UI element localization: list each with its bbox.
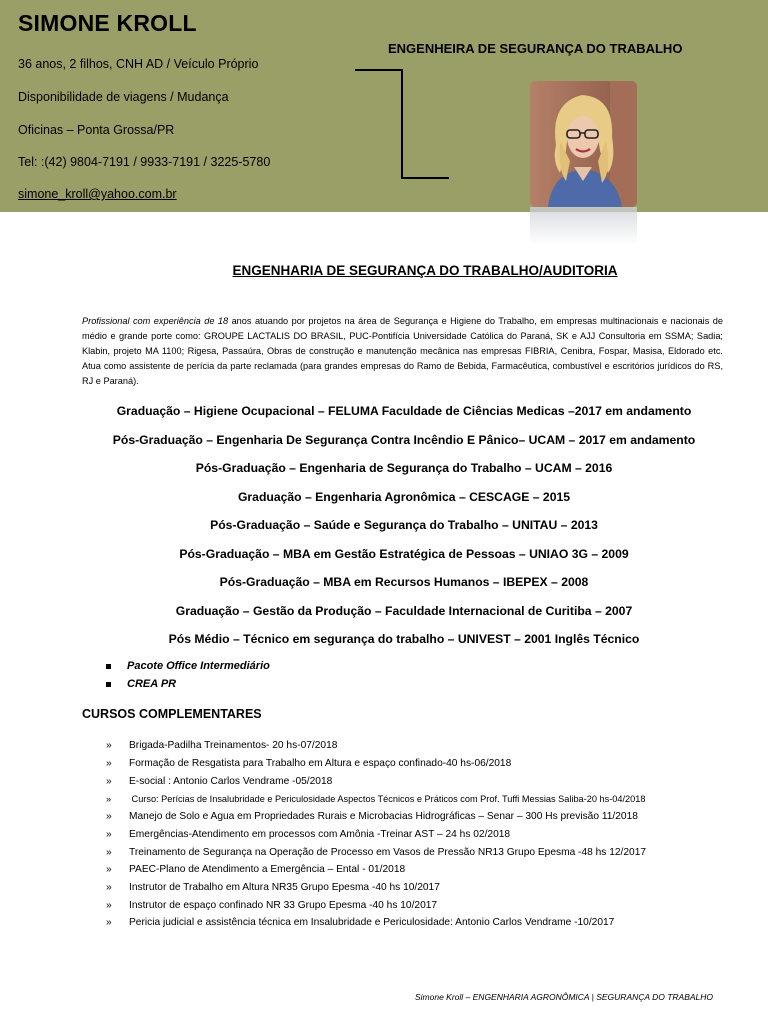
education-item: Pós-Graduação – Engenharia de Segurança do Trabalho – UCAM – 2016 [195, 461, 613, 475]
education-item: Pós Médio – Técnico em segurança do trabalho – UNIVEST – 2001 Inglês Técnico [168, 632, 640, 646]
summary-intro: Profissional com experiência de 18 [82, 316, 229, 326]
education-item: Pós-Graduação – MBA em Recursos Humanos – IBEPEX – 2008 [219, 575, 589, 589]
education-item: Graduação – Higiene Ocupacional – FELUMA Faculdade de Ciências Medicas –2017 em andamento [116, 404, 692, 418]
course-item: » Treinamento de Segurança na Operação de Processo em Vasos de Pressão NR13 Grupo Epesma -48 hs 12/2017 [106, 847, 647, 858]
bullet-chevron-icon: » [106, 900, 112, 911]
bullet-chevron-icon: » [106, 917, 112, 928]
email-link[interactable]: simone_kroll@yahoo.com.br [18, 187, 177, 201]
page-footer: Simone Kroll – ENGENHARIA AGRONÔMICA | SEGURANÇA DO TRABALHO [415, 992, 714, 1002]
education-item: Pós-Graduação – Saúde e Segurança do Trabalho – UNITAU – 2013 [210, 518, 598, 532]
course-item: » Formação de Resgatista para Trabalho em Altura e espaço confinado-40 hs-06/2018 [106, 758, 512, 769]
personal-info-travel: Disponibilidade de viagens / Mudança [18, 90, 229, 104]
bullet-chevron-icon: » [106, 882, 112, 893]
header-banner [0, 0, 768, 212]
job-title: ENGENHEIRA DE SEGURANÇA DO TRABALHO [388, 41, 683, 56]
candidate-name: SIMONE KROLL [18, 10, 197, 36]
course-item: » Emergências-Atendimento em processos com Amônia -Treinar AST – 24 hs 02/2018 [106, 829, 511, 840]
bullet-chevron-icon: » [106, 776, 112, 787]
education-item: Graduação – Engenharia Agronômica – CESCAGE – 2015 [237, 490, 571, 504]
section-title: ENGENHARIA DE SEGURANÇA DO TRABALHO/AUDITORIA [232, 263, 618, 278]
profile-photo [530, 81, 637, 207]
decorative-line [401, 69, 403, 179]
professional-summary [82, 314, 723, 389]
decorative-line [401, 177, 449, 179]
course-item: » Instrutor de espaço confinado NR 33 Grupo Epesma -40 hs 10/2017 [106, 900, 438, 911]
skill-item: Pacote Office Intermediário [106, 660, 270, 672]
education-item: Graduação – Gestão da Produção – Faculdade Internacional de Curitiba – 2007 [175, 604, 633, 618]
education-item: Pós-Graduação – Engenharia De Segurança Contra Incêndio E Pânico– UCAM – 2017 em andamento [112, 433, 696, 447]
course-item: » Instrutor de Trabalho em Altura NR35 Grupo Epesma -40 hs 10/2017 [106, 882, 440, 893]
course-item: » Brigada-Padilha Treinamentos- 20 hs-07/2018 [106, 740, 338, 751]
bullet-chevron-icon: » [106, 794, 112, 804]
courses-title: CURSOS COMPLEMENTARES [82, 707, 262, 721]
personal-info-age: 36 anos, 2 filhos, CNH AD / Veículo Próprio [18, 57, 259, 71]
course-item: » Pericia judicial e assistência técnica em Insalubridade e Periculosidade: Antonio Carlos Vendrame -10/2017 [106, 917, 615, 928]
bullet-chevron-icon: » [106, 740, 112, 751]
decorative-line [355, 69, 403, 71]
skill-item: CREA PR [106, 678, 176, 690]
bullet-chevron-icon: » [106, 758, 112, 769]
bullet-chevron-icon: » [106, 811, 112, 822]
bullet-chevron-icon: » [106, 829, 112, 840]
course-item: » E-social : Antonio Carlos Vendrame -05/2018 [106, 776, 333, 787]
summary-text: anos atuando por projetos na área de Segurança e Higiene do Trabalho, em empresas multinacionais e nacionais de médio e grande porte como: GROUPE LACTALIS DO BRASIL, PUC-Pontifícia Universidade Católica do Paraná, SK e AJJ Consultoria em SSMA; Sadia; Klabin, projeto MA 1100; Rigesa, Passaúra, Obras de construção e manutenção mecânica nas empresas FIBRIA, Cenibra, Fospar, Masisa, Eldorado etc. Atua como assistente de perícia da parte reclamada (para grandes empresas do Ramo de Bebida, Farmacêutica, combustível e escritórios jurídicos do RS, RJ e Paraná). [82, 316, 723, 386]
personal-info-phone: Tel: :(42) 9804-7191 / 9933-7191 / 3225-5780 [18, 155, 271, 169]
bullet-chevron-icon: » [106, 864, 112, 875]
course-item: » Curso: Perícias de Insalubridade e Periculosidade Aspectos Técnicos e Práticos com Prof. Tuffi Messias Saliba-20 hs-04/2018 [106, 794, 646, 804]
photo-reflection [530, 207, 637, 245]
education-item: Pós-Graduação – MBA em Gestão Estratégica de Pessoas – UNIAO 3G – 2009 [179, 547, 629, 561]
course-item: » PAEC-Plano de Atendimento a Emergência – Ental - 01/2018 [106, 864, 406, 875]
personal-info-location: Oficinas – Ponta Grossa/PR [18, 123, 175, 137]
course-item: » Manejo de Solo e Agua em Propriedades Rurais e Microbacias Hidrográficas – Senar – 300 Hs previsão 11/2018 [106, 811, 638, 822]
bullet-square-icon [106, 664, 111, 669]
bullet-square-icon [106, 682, 111, 687]
bullet-chevron-icon: » [106, 847, 112, 858]
